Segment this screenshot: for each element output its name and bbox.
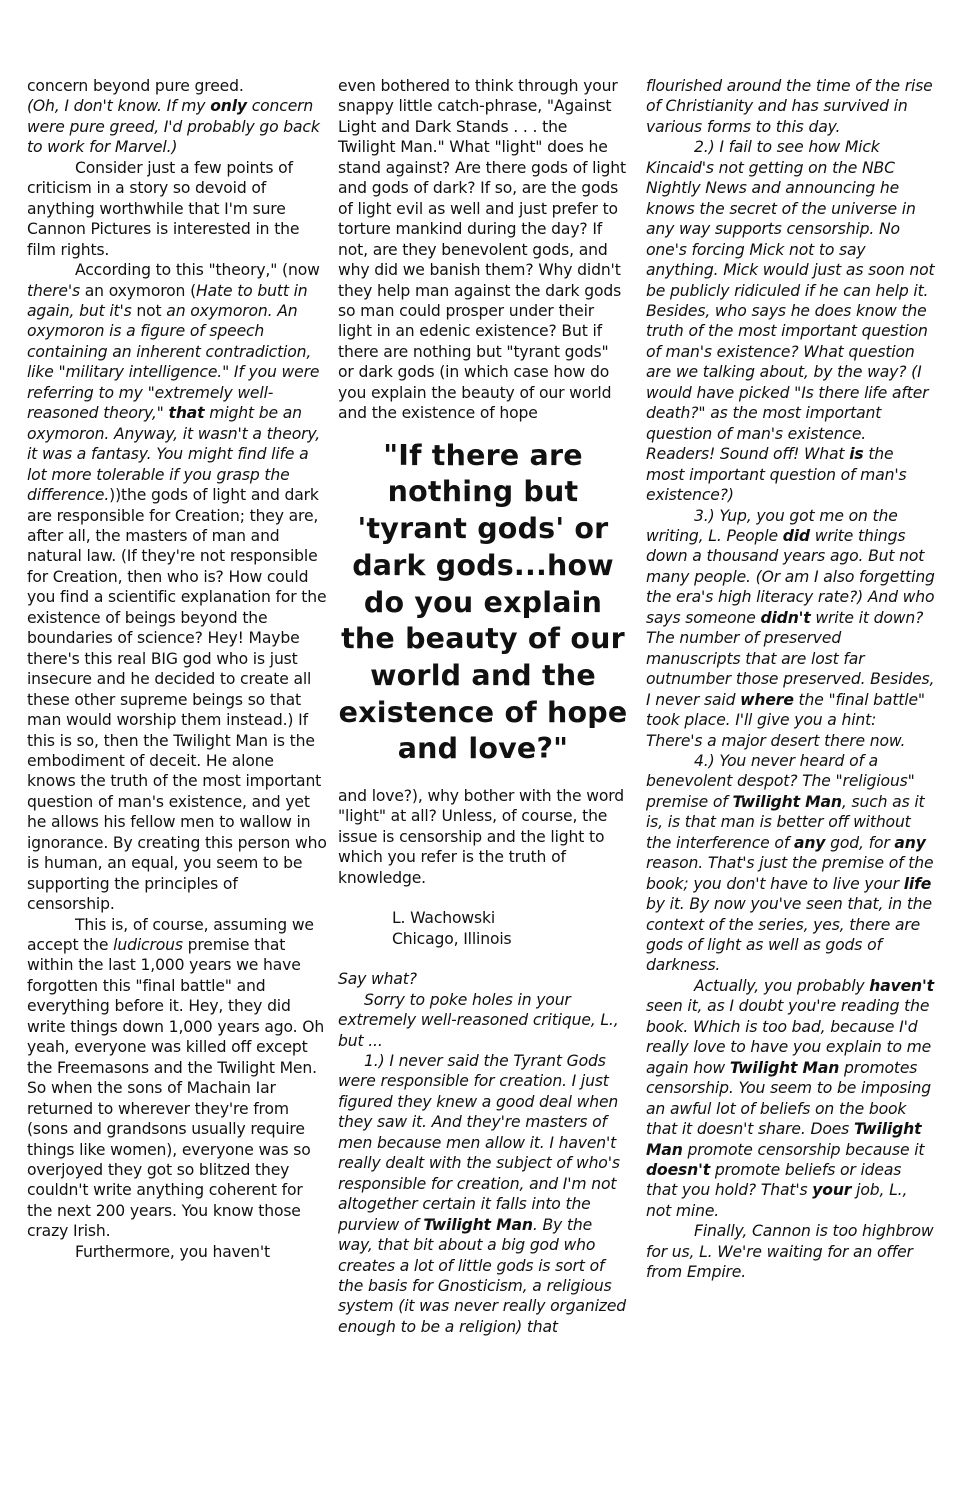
text-run: concern were pure greed, I'd probably go back to work for Marvel.) (27, 97, 320, 157)
text-run: Twilight Man (729, 1058, 840, 1077)
text-run: Consider just a few points of criticism in a story so devoid of anything worthwhile that I'm sure Cannon Pictures is interested in the film rights. (27, 158, 300, 259)
text-run: by it. By now you've seen that, in the context of the series, yes, there are gods of light as well as gods of darkness. (646, 895, 932, 975)
col1-para-4 (27, 260, 327, 915)
text-run: your (812, 1181, 852, 1200)
text-run: This is, of course, assuming we accept the (27, 915, 314, 955)
text-run: premise that within the last 1,000 years we have forgotten this "final battle" and everything before it. Hey, they did write things down 1,000 years ago. Oh yeah, everyone was killed off except the Freemasons and the Twilight Men. So when the sons of Machain Iar returned to wherever they're from (sons and grandsons usually require things like women), everyone was so overjoyed they got so blitzed they couldn't write anything coherent for the next 200 years. You know those crazy Irish. (27, 936, 325, 1241)
text-run: According to this "theory," (now (75, 261, 320, 280)
text-run: didn't (760, 608, 811, 627)
text-run: Twilight Man (423, 1215, 533, 1234)
text-run: promotes censorship. You seem to be imposing an awful lot of beliefs on the book that it doesn't share. Does (646, 1058, 931, 1139)
text-run: doesn't (646, 1161, 711, 1180)
text-run: 4.) You never heard of a benevolent despot? The "religious" premise of (646, 751, 915, 811)
reply-point-5 (646, 976, 936, 1221)
text-run: there's (27, 281, 80, 300)
text-run: concern beyond pure greed. (27, 77, 244, 95)
column-3 (646, 76, 936, 1283)
text-run: only (210, 97, 247, 116)
text-run: ludicrous (113, 936, 183, 955)
text-run: any (793, 833, 826, 852)
reply-point-1 (338, 1051, 628, 1337)
col1-para-3 (27, 158, 327, 260)
col1-para-5 (27, 915, 327, 1242)
text-run: (Oh, I don't know. If my (27, 97, 211, 116)
column-1 (27, 76, 327, 1262)
text-run: god, for (825, 833, 895, 852)
text-run: promote beliefs or ideas that you hold? That's (646, 1161, 902, 1200)
text-run: the "final battle" took place. I'll give you a hint: There's a major desert there now. (646, 690, 925, 750)
text-run: )the gods of light and dark are responsible for Creation; they are, after all, the masters of man and natural law. (If they're not responsible for Creation, then who is? How could you find a scientific explanation for the existence of beings beyond the boundaries of science? Hey! Maybe there's this real BIG god who is just insecure and he decided to create all these other supreme beings so that man would worship them instead.) If this is so, then the Twilight Man is the embodiment of deceit. He alone knows the truth of the most important question of man's existence, and yet he allows his fellow men to wallow in ignorance. By creating this person who is human, an equal, you seem to be supporting the principles of censorship. (27, 486, 327, 914)
text-run: job, L., not mine. (646, 1181, 908, 1220)
text-run: Hate to butt in again, but it's (27, 281, 308, 320)
col1-para-6 (27, 1242, 327, 1262)
text-run: 3.) Yup, you got me on the writing, L. People (646, 506, 898, 545)
text-run: seen it, as I doubt you're reading the book. Which is too bad, because I'd really love to have you explain to me again how (646, 997, 932, 1077)
text-run: ) (109, 486, 116, 505)
col2-para-1: even bothered to think through your snappy little catch-phrase, "Against Light and Dark Stands . . . the Twilight Man." What "light" does he stand against? Are there gods of light and gods of dark? If so, are the gods of light evil as well and just prefer to torture mankind during the day? If not, are they benevolent gods, and why did we banish them? Why didn't they help man against the dark gods so man could prosper under their light in an edenic existence? But if there are nothing but "tyrant gods" or dark gods (in which case how do you explain the beauty of our world and the existence of hope (338, 77, 626, 423)
reply-point-6: Finally, Cannon is too highbrow for us, L. We're waiting for an offer from Empire. (646, 1222, 934, 1282)
text-run: , such as it is, is that man is better off without the interference of (646, 792, 925, 852)
text-run: write it down? The number of preserved manuscripts that are lost far outnumber those preserved. Besides, I never said (646, 608, 935, 709)
text-run: Furthermore, you haven't (75, 1242, 270, 1261)
text-run: 1.) I never said the Tyrant Gods were responsible for creation. I just figured they knew a good deal when they saw it. And they're masters of men because men allow it. I haven't really dealt with the subject of who's responsible for creation, and I'm not altogether certain it falls into the purview of (338, 1052, 620, 1234)
text-run: reason. That's just the premise of the book; you don't have to live your (646, 854, 934, 893)
signature-name: L. Wachowski (392, 909, 496, 928)
column-2 (338, 76, 628, 1337)
reply-point-3 (646, 506, 936, 751)
text-run: life (903, 874, 932, 893)
reply-point-2 (646, 137, 936, 505)
text-run: any (894, 833, 926, 852)
text-run: haven't (869, 976, 934, 995)
text-run: an oxymoron. An oxymoron is a figure of speech containing an inherent contradiction, like "military intelligence." If you were referring to my "extremely well-reasoned theory," (27, 301, 320, 423)
text-run: not (136, 301, 162, 320)
text-run: promote censorship because it (682, 1140, 925, 1159)
text-run: Twilight Man (732, 792, 842, 811)
text-run: is (849, 445, 864, 464)
text-run: Actually, you probably (694, 976, 870, 995)
text-run: 2.) I fail to see how Mick Kincaid's not getting on the NBC Nightly News and announcing he knows the secret of the universe in any way supports censorship. No one's forcing Mick not to say anything. Mick would just as soon not be publicly ridiculed if he can help it. Besides, who says he does know the truth of the most important question of man's existence? What question are we talking about, by the way? (I would have picked "Is there life after death?" as the most important question of man's existence. Readers! Sound off! What (646, 138, 935, 464)
text-run: an oxymoron ( (79, 281, 197, 300)
text-run: Twilight Man (646, 1120, 922, 1159)
pull-quote: "If there are nothing but 'tyrant gods' or dark gods...how do you explain the beauty of our world and the existence of hope and love?" (338, 438, 628, 766)
col1-para-2 (27, 96, 327, 157)
reply-opening: Say what? (338, 970, 417, 989)
text-run: did (782, 526, 810, 545)
text-run: where (740, 690, 794, 709)
reply-point-4 (646, 751, 936, 976)
text-run: might be an oxymoron. Anyway, it wasn't a theory, it was a fantasy. You might find life a lot more tolerable if you grasp the difference. (27, 404, 321, 505)
col3-para-1: flourished around the time of the rise of Christianity and has survived in various forms to this day. (646, 77, 933, 136)
col1-para-1 (27, 76, 327, 96)
reply-sorry: Sorry to poke holes in your extremely well-reasoned critique, L., but ... (338, 990, 619, 1050)
signature-place: Chicago, Illinois (392, 929, 512, 948)
text-run: the most important question of man's existence?) (646, 445, 907, 505)
text-run: write things down a thousand years ago. But not many people. (Or am I also forgetting the era's high literacy rate?) And who says someone (646, 526, 935, 627)
col2-para-2: and love?), why bother with the word "light" at all? Unless, of course, the issue is censorship and the light to which you refer is the truth of knowledge. (338, 787, 625, 887)
text-run: . By the way, that bit about a big god who creates a lot of little gods is sort of the basis for Gnosticism, a religious system (it was never really organized enough to be a religion) that (338, 1215, 627, 1336)
text-run: that (168, 404, 205, 423)
